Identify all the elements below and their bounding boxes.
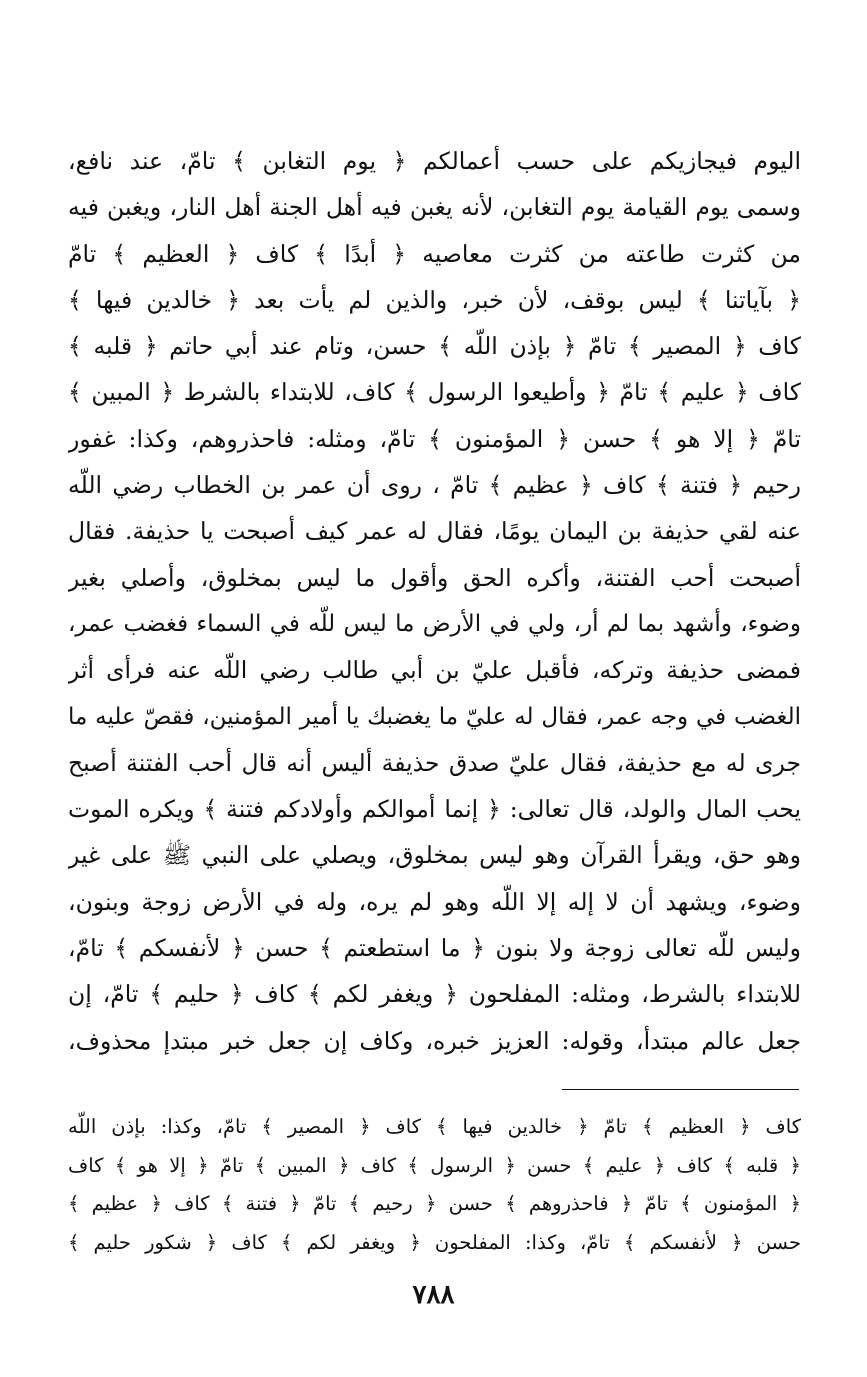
- main-text-line: وسمى يوم القيامة يوم التغابن، لأنه يغبن فيه أهل الجنة أهل النار، ويغبن فيه: [68, 193, 801, 222]
- page-number: ٧٨٨: [412, 1280, 455, 1310]
- main-text-line: رحيم ﴿ فتنة ﴾ كاف ﴿ عظيم ﴾ تامّ ، روى أن عمر بن الخطاب رضي اللّه: [68, 471, 801, 500]
- main-text-line: الغضب في وجه عمر، فقال له عليّ ما يغضبك يا أمير المؤمنين، فقصّ عليه ما: [68, 703, 801, 730]
- main-text-line: كاف ﴿ المصير ﴾ تامّ ﴿ بإذن اللّه ﴾ حسن، وتام عند أبي حاتم ﴿ قلبه ﴾: [68, 332, 801, 361]
- main-text-line: للابتداء بالشرط، ومثله: المفلحون ﴿ ويغفر لكم ﴾ كاف ﴿ حليم ﴾ تامّ، إن: [68, 980, 801, 1009]
- main-text-line: جرى له مع حذيفة، فقال عليّ صدق حذيفة أليس أنه قال أحب الفتنة أصبح: [68, 748, 801, 777]
- main-text-line: وليس للّه تعالى زوجة ولا بنون ﴿ ما استطعتم ﴾ حسن ﴿ لأنفسكم ﴾ تامّ،: [68, 934, 801, 963]
- main-text-line: فمضى حذيفة وتركه، فأقبل عليّ بن أبي طالب رضي اللّه عنه فرأى أثر: [68, 656, 801, 685]
- main-text-line: تامّ ﴿ إلا هو ﴾ حسن ﴿ المؤمنون ﴾ تامّ، ومثله: فاحذروهم، وكذا: غفور: [68, 424, 801, 453]
- main-text-block: [68, 138, 801, 1064]
- main-text-line: عنه لقي حذيفة بن اليمان يومًا، فقال له عمر كيف أصبحت يا حذيفة. فقال: [68, 517, 801, 546]
- main-text-line: جعل عالم مبتدأ، وقوله: العزيز خبره، وكاف إن جعل خبر مبتدإ محذوف،: [68, 1026, 801, 1055]
- main-text-line: من كثرت طاعته من كثرت معاصيه ﴿ أبدًا ﴾ كاف ﴿ العظيم ﴾ تامّ: [68, 239, 801, 268]
- main-text-line: وهو حق، ويقرأ القرآن وهو ليس بمخلوق، ويصلي على النبي ﷺ على غير: [68, 841, 801, 870]
- main-text-line: وضوء، وأشهد بما لم أر، ولي في الأرض ما ليس للّه في السماء فغضب عمر،: [68, 610, 801, 637]
- main-text-line: يحب المال والولد، قال تعالى: ﴿ إنما أموالكم وأولادكم فتنة ﴾ ويكره الموت: [68, 795, 801, 824]
- footnote-line: ﴿ قلبه ﴾ كاف ﴿ عليم ﴾ حسن ﴿ الرسول ﴾ كاف ﴿ المبين ﴾ تامّ ﴿ إلا هو ﴾ كاف: [68, 1153, 801, 1177]
- main-text-line: وضوء، ويشهد أن لا إله إلا اللّه وهو لم يره، وله في الأرض زوجة وبنون،: [68, 887, 801, 916]
- main-text-line: ﴿ بآياتنا ﴾ ليس بوقف، لأن خبر، والذين لم يأت بعد ﴿ خالدين فيها ﴾: [68, 285, 801, 314]
- footnote-line: حسن ﴿ لأنفسكم ﴾ تامّ، وكذا: المفلحون ﴿ ويغفر لكم ﴾ كاف ﴿ شكور حليم ﴾: [68, 1230, 801, 1254]
- main-text-line: أصبحت أحب الفتنة، وأكره الحق وأقول ما ليس بمخلوق، وأصلي بغير: [68, 563, 801, 592]
- footnote-line: كاف ﴿ العظيم ﴾ تامّ ﴿ خالدين فيها ﴾ كاف ﴿ المصير ﴾ تامّ، وكذا: بإذن اللّه: [68, 1115, 801, 1138]
- main-text-line: كاف ﴿ عليم ﴾ تامّ ﴿ وأطيعوا الرسول ﴾ كاف، للابتداء بالشرط ﴿ المبين ﴾: [68, 378, 801, 407]
- main-text-line: اليوم فيجازيكم على حسب أعمالكم ﴿ يوم التغابن ﴾ تامّ، عند نافع،: [68, 147, 801, 175]
- footnotes-block: [68, 1108, 801, 1262]
- footnote-line: ﴿ المؤمنون ﴾ تامّ ﴿ فاحذروهم ﴾ حسن ﴿ رحيم ﴾ تامّ ﴿ فتنة ﴾ كاف ﴿ عظيم ﴾: [68, 1192, 801, 1215]
- footnote-divider: [562, 1089, 799, 1090]
